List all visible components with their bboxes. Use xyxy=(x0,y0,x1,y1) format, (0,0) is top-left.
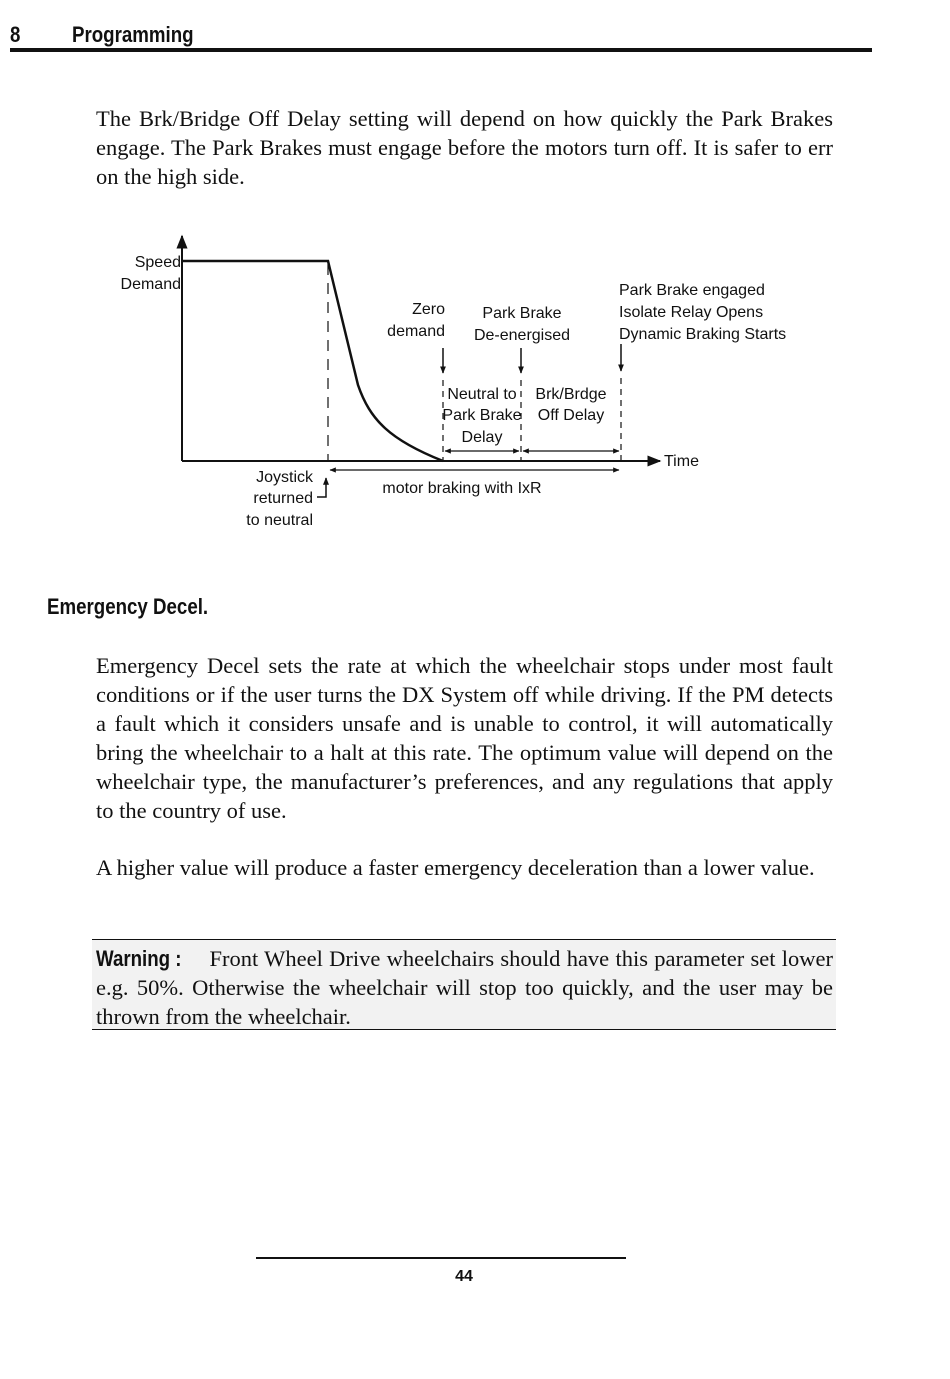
speed-curve xyxy=(182,261,443,461)
motor-braking-label: motor braking with IxR xyxy=(382,480,542,497)
zero-demand-label-2: demand xyxy=(387,323,445,340)
warning-label: Warning : xyxy=(96,946,182,971)
deenergised-label-1: Park Brake xyxy=(482,305,562,322)
warning-box xyxy=(92,939,836,1030)
zero-demand-label-1: Zero xyxy=(412,301,445,318)
chapter-title: Programming xyxy=(72,22,194,47)
neutral-delay-label-3: Delay xyxy=(461,429,503,446)
neutral-delay-label-1: Neutral to xyxy=(447,386,517,403)
emergency-decel-paragraph: Emergency Decel sets the rate at which the wheelchair stops under most fault conditions or if the user turns the DX System off while driving. If the PM detects a fault which it considers unsafe and is unable to control, it will automatically bring the wheelchair to a halt at this rate. The optimum value will depend on the wheelchair type, the manufacturer’s preferences, and any regulations that apply to the country of use. xyxy=(96,653,833,823)
x-axis-label-time: Time xyxy=(664,453,699,470)
joystick-label-2: returned xyxy=(253,490,313,507)
warning-text: Front Wheel Drive wheelchairs should have this parameter set lower e.g. 50%. Otherwise the wheelchair will stop too quickly, and the user may be thrown from the wheelchair. xyxy=(96,946,833,1029)
engaged-label-3: Dynamic Braking Starts xyxy=(619,326,787,343)
higher-value-paragraph: A higher value will produce a faster emergency deceleration than a lower value. xyxy=(96,855,815,880)
neutral-delay-label-2: Park Brake xyxy=(442,407,522,424)
footer-rule xyxy=(256,1257,626,1259)
y-axis-label-speed: Speed xyxy=(134,254,181,271)
engaged-label-2: Isolate Relay Opens xyxy=(619,304,764,321)
deenergised-label-2: De-energised xyxy=(473,327,571,344)
joystick-label-1: Joystick xyxy=(256,469,313,486)
brk-delay-label-2: Off Delay xyxy=(537,407,605,424)
section-heading: Emergency Decel. xyxy=(47,594,209,619)
page-number: 44 xyxy=(455,1268,473,1285)
brk-delay-label-1: Brk/Brdge xyxy=(535,386,607,403)
intro-paragraph: The Brk/Bridge Off Delay setting will depend on how quickly the Park Brakes engage. The Park Brakes must engage before the motors turn off. It is safer to err on the high side. xyxy=(96,106,833,189)
warning-content xyxy=(96,944,833,1031)
engaged-label-1: Park Brake engaged xyxy=(619,282,765,299)
joystick-pointer xyxy=(317,478,326,497)
brake-timing-diagram xyxy=(0,0,950,560)
chapter-number: 8 xyxy=(10,22,21,47)
joystick-label-3: to neutral xyxy=(246,512,313,529)
y-axis-label-demand: Demand xyxy=(120,276,181,293)
